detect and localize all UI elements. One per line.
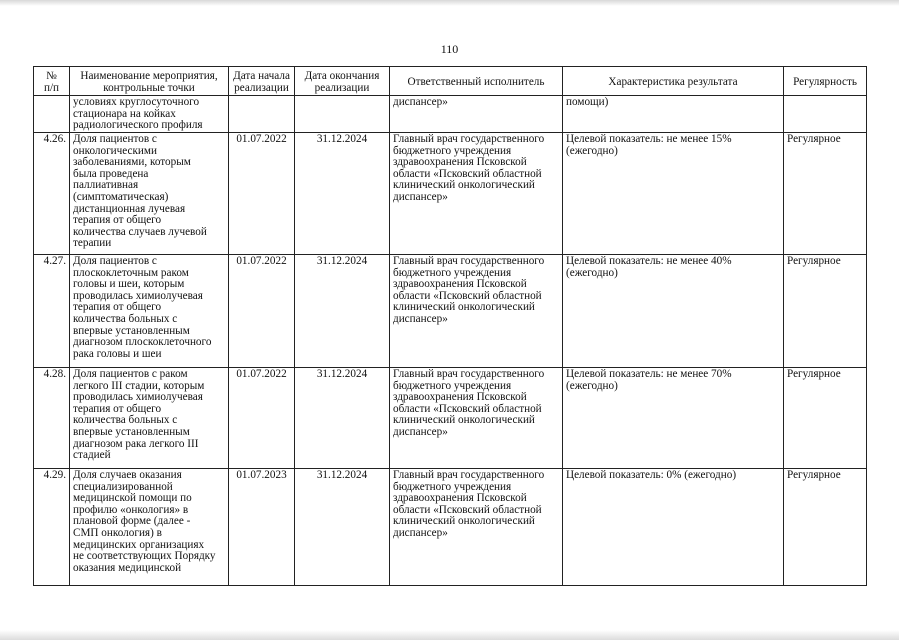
row-name: Доля случаев оказания специализированной медицинской помощи по профилю «онкология» в плановой форме (далее - СМП онкология) в медицинских организациях не соответствующих Порядку оказания медицинской — [70, 469, 229, 586]
row-start-date — [229, 96, 295, 133]
table-row — [34, 255, 867, 368]
row-regularity: Регулярное — [784, 255, 867, 368]
page-top-edge — [0, 0, 899, 6]
row-executor: Главный врач государственного бюджетного учреждения здравоохранения Псковской области «Псковский областной клинический онкологический диспансер» — [390, 255, 563, 368]
row-executor: Главный врач государственного бюджетного учреждения здравоохранения Псковской области «Псковский областной клинический онкологический диспансер» — [390, 133, 563, 255]
row-start-date: 01.07.2023 — [229, 469, 295, 586]
row-regularity: Регулярное — [784, 368, 867, 469]
row-result: Целевой показатель: не менее 15% (ежегодно) — [563, 133, 784, 255]
row-executor: диспансер» — [390, 96, 563, 133]
row-end-date: 31.12.2024 — [295, 469, 390, 586]
row-result: Целевой показатель: не менее 70% (ежегодно) — [563, 368, 784, 469]
row-result: помощи) — [563, 96, 784, 133]
header-start-date: Дата начала реализации — [229, 67, 295, 96]
header-num: № п/п — [34, 67, 70, 96]
row-name: Доля пациентов с онкологическими заболеваниями, которым была проведена паллиативная (симптоматическая) дистанционная лучевая терапия от общего количества случаев лучевой терапии — [70, 133, 229, 255]
row-result: Целевой показатель: 0% (ежегодно) — [563, 469, 784, 586]
row-name: условиях круглосуточного стационара на койках радиологического профиля — [70, 96, 229, 133]
header-result: Характеристика результата — [563, 67, 784, 96]
row-num — [34, 96, 70, 133]
row-num: 4.29. — [34, 469, 70, 586]
row-num: 4.28. — [34, 368, 70, 469]
row-executor: Главный врач государственного бюджетного учреждения здравоохранения Псковской области «Псковский областной клинический онкологический диспансер» — [390, 469, 563, 586]
table-row — [34, 133, 867, 255]
row-regularity: Регулярное — [784, 469, 867, 586]
table-row — [34, 469, 867, 586]
page-bottom-edge — [0, 630, 899, 640]
page-number: 110 — [440, 42, 459, 56]
header-name: Наименование мероприятия, контрольные точки — [70, 67, 229, 96]
row-start-date: 01.07.2022 — [229, 133, 295, 255]
row-regularity: Регулярное — [784, 133, 867, 255]
header-regularity: Регулярность — [784, 67, 867, 96]
row-end-date: 31.12.2024 — [295, 368, 390, 469]
row-start-date: 01.07.2022 — [229, 368, 295, 469]
row-name: Доля пациентов с раком легкого III стадии, которым проводилась химиолучевая терапия от общего количества больных с впервые установленным диагнозом рака легкого III стадией — [70, 368, 229, 469]
row-end-date: 31.12.2024 — [295, 133, 390, 255]
row-executor: Главный врач государственного бюджетного учреждения здравоохранения Псковской области «Псковский областной клинический онкологический диспансер» — [390, 368, 563, 469]
table-header-row — [34, 67, 867, 96]
row-name: Доля пациентов с плоскоклеточным раком головы и шеи, которым проводилась химиолучевая терапия от общего количества больных с впервые установленным диагнозом плоскоклеточного рака головы и шеи — [70, 255, 229, 368]
row-regularity — [784, 96, 867, 133]
table-row — [34, 96, 867, 133]
row-num: 4.26. — [34, 133, 70, 255]
activities-table — [33, 66, 867, 586]
header-executor: Ответственный исполнитель — [390, 67, 563, 96]
row-end-date — [295, 96, 390, 133]
row-num: 4.27. — [34, 255, 70, 368]
header-end-date: Дата окончания реализации — [295, 67, 390, 96]
table-row — [34, 368, 867, 469]
row-start-date: 01.07.2022 — [229, 255, 295, 368]
row-end-date: 31.12.2024 — [295, 255, 390, 368]
row-result: Целевой показатель: не менее 40% (ежегодно) — [563, 255, 784, 368]
